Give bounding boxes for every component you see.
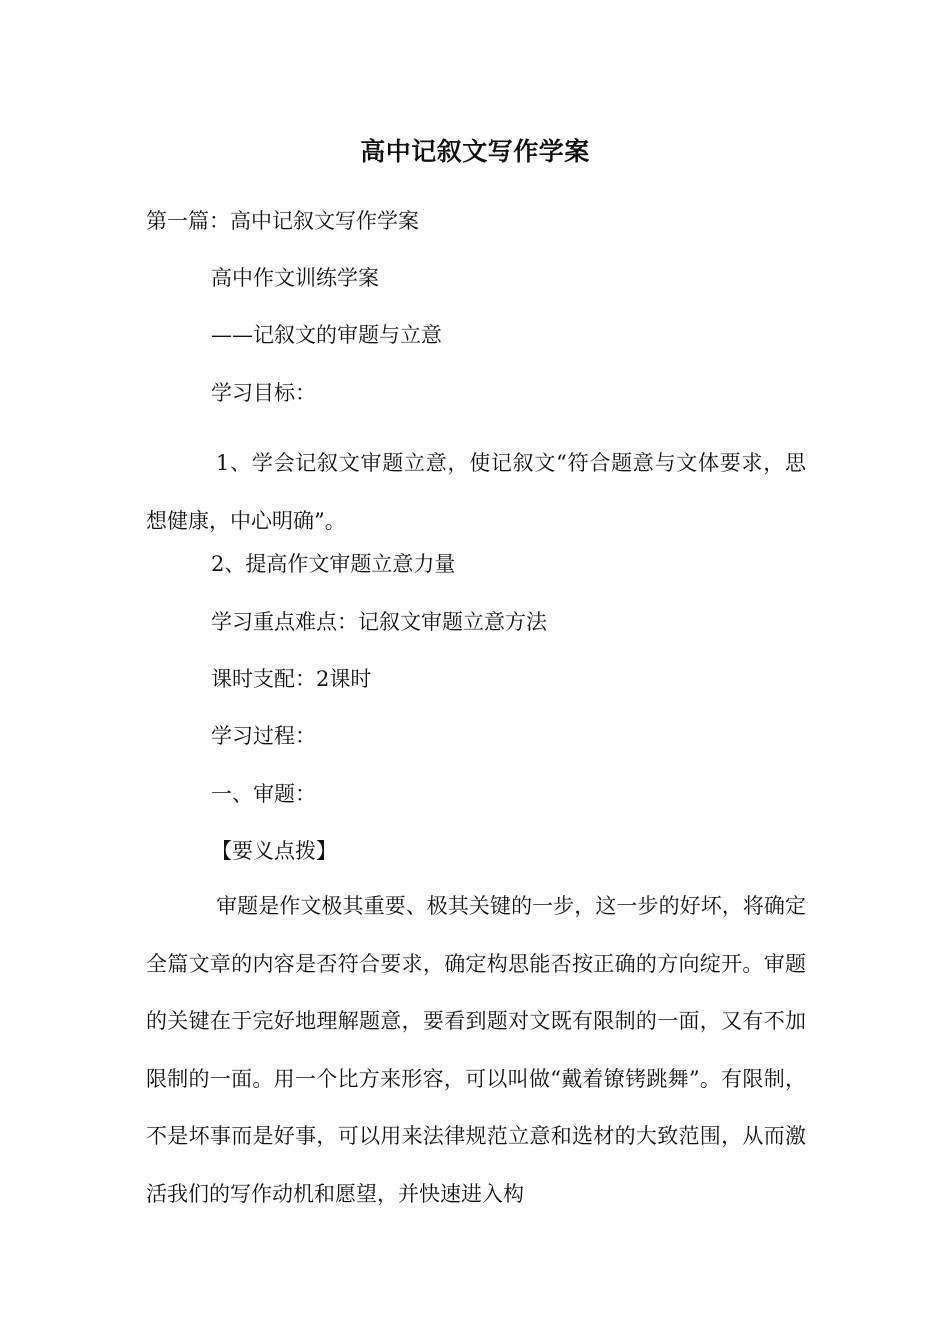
subtitle-line: 高中作文训练学案 xyxy=(211,266,379,290)
class-hours-line: 课时支配：2课时 xyxy=(211,667,372,691)
subtitle-dash-line: ——记叙文的审题与立意 xyxy=(211,323,442,347)
key-guidance-heading: 【要义点拨】 xyxy=(211,839,337,863)
process-heading: 学习过程： xyxy=(211,724,316,748)
objective-2-line: 2、提高作文审题立意力量 xyxy=(211,552,456,576)
main-body-text: 审题是作文极其重要、极其关键的一步，这一步的好坏，将确定全篇文章的内容是否符合要求，确定构思能否按正确的方向绽开。审题的关键在于完好地理解题意，要看到题对文既有限制的一面，又有不加限制的一面。用一个比方来形容，可以叫做“戴着镣铐跳舞”。有限制，不是坏事而是好事，可以用来法律规范立意和选材的大致范围，从而激活我们的写作动机和愿望，并快速进入构 xyxy=(146,894,806,1206)
objectives-heading: 学习目标： xyxy=(211,381,316,405)
objective-1-text: 1、学会记叙文审题立意，使记叙文“符合题意与文体要求，思想健康，中心明确”。 xyxy=(146,451,806,533)
key-points-line: 学习重点难点：记叙文审题立意方法 xyxy=(211,610,547,634)
part-one-heading: 一、审题： xyxy=(211,782,316,806)
objective-1-paragraph xyxy=(146,435,806,550)
section-heading: 第一篇：高中记叙文写作学案 xyxy=(146,209,419,233)
main-body-paragraph xyxy=(146,878,806,1223)
document-title: 高中记叙文写作学案 xyxy=(360,137,590,166)
